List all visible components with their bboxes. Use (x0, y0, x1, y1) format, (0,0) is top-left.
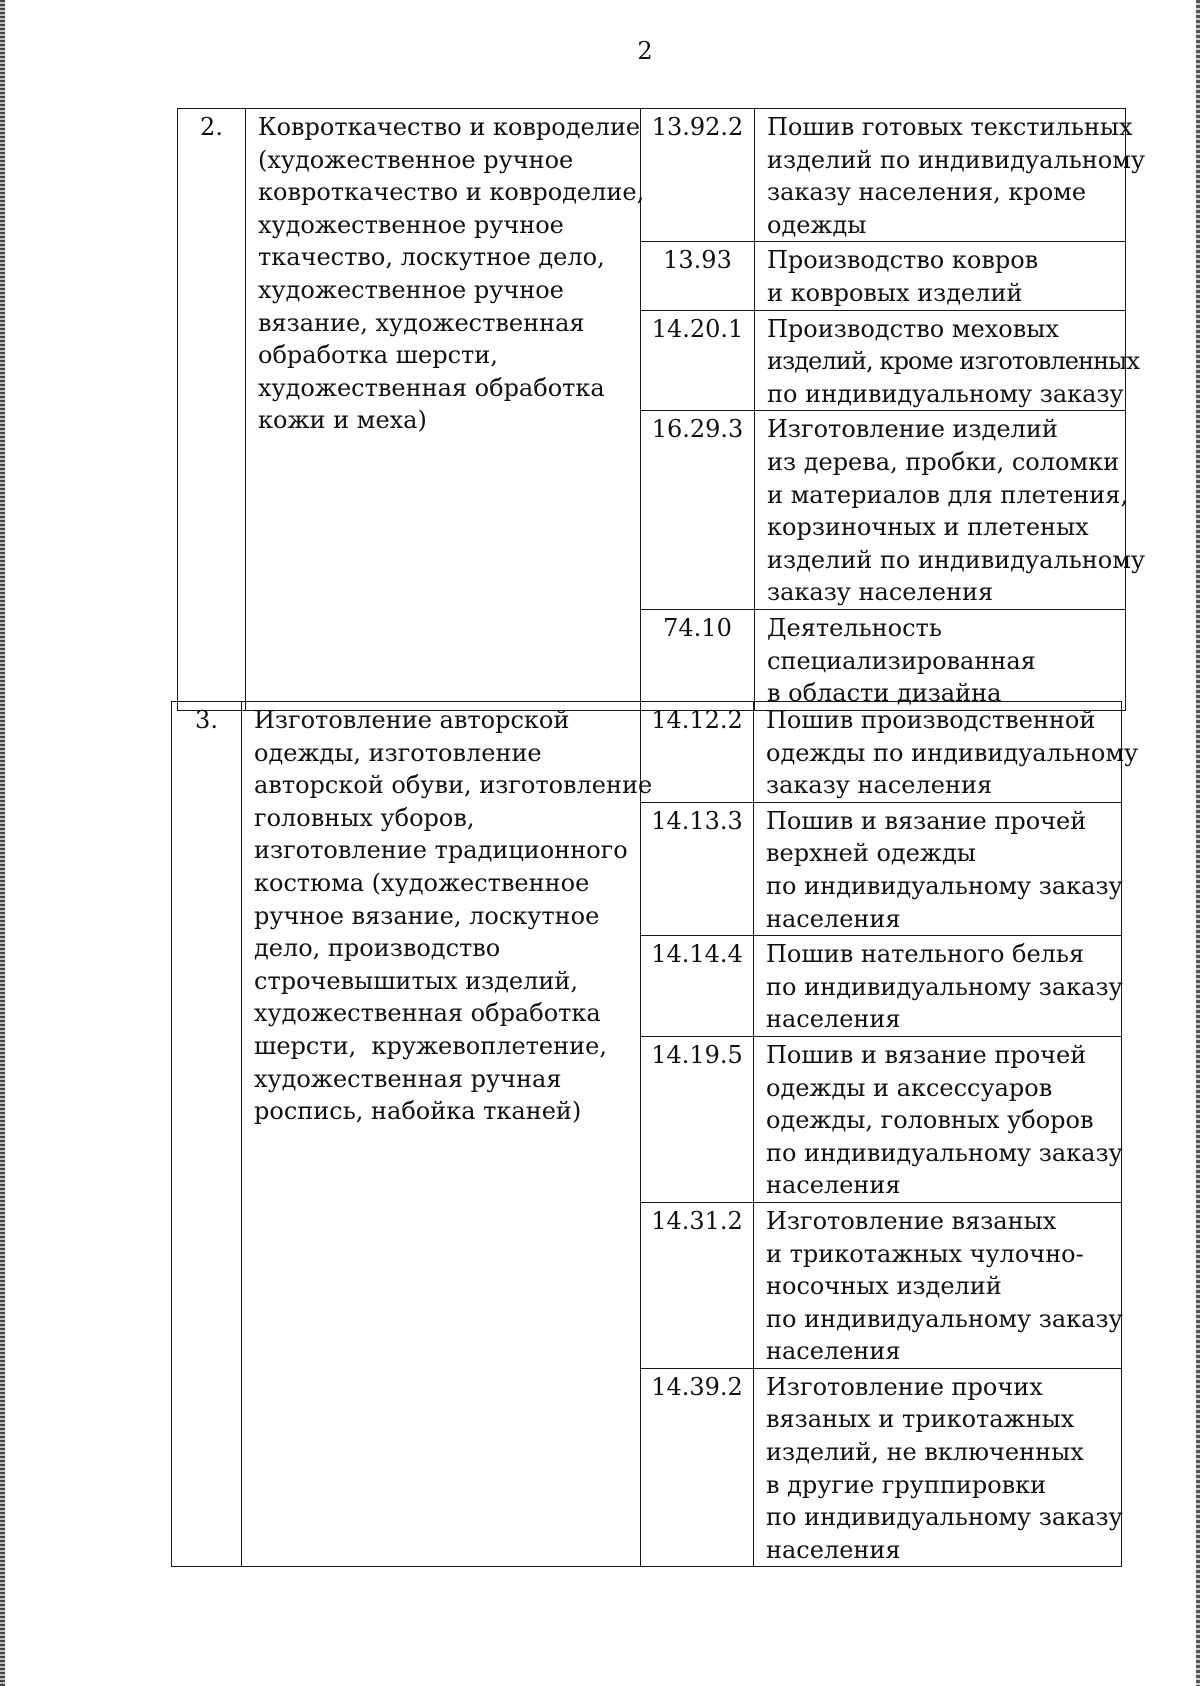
description-line: (художественное ручное (258, 145, 574, 174)
code-description-line: населения (766, 1005, 901, 1034)
code-description-line: носочных изделий (766, 1272, 1002, 1301)
code-description-line: одежды, головных уборов (766, 1106, 1094, 1135)
code-description (754, 1202, 1122, 1368)
description-line: головных уборов, (254, 803, 475, 832)
code-description-line: Изготовление вязаных (766, 1206, 1057, 1235)
code-description-line: одежды (767, 210, 867, 239)
code-description-line: Деятельность (767, 613, 942, 642)
code-description-line: изделий по индивидуальному (767, 545, 1146, 574)
page-number: 2 (637, 37, 653, 65)
code-description-line: изделий, не включенных (766, 1438, 1084, 1467)
description-line: художественное ручное (258, 210, 564, 239)
code-description-line: населения (766, 1535, 901, 1564)
code-description-line: Пошив и вязание прочей (766, 1040, 1087, 1069)
okved-code: 14.12.2 (641, 702, 754, 803)
code-description-line: из дерева, пробки, соломки (767, 447, 1120, 476)
code-description-line: корзиночных и плетеных (767, 513, 1089, 542)
code-description-line: изделий по индивидуальному (767, 145, 1146, 174)
description-line: Ковроткачество и ковроделие (258, 113, 641, 141)
code-description (754, 1036, 1122, 1202)
description-line: шерсти, кружевоплетение, (254, 1031, 607, 1060)
code-description-line: Пошив готовых текстильных (767, 113, 1133, 141)
activity-description (246, 109, 645, 711)
code-description (754, 1368, 1122, 1567)
description-line: дело, производство (254, 934, 501, 963)
okved-code: 14.13.3 (641, 802, 754, 935)
code-description-line: заказу населения, кроме (767, 178, 1087, 207)
description-line: ткачество, лоскутное дело, (258, 243, 605, 272)
code-description-line: заказу населения (766, 771, 993, 800)
code-description-line: в другие группировки (766, 1470, 1047, 1499)
okved-code: 14.39.2 (641, 1368, 754, 1567)
description-line: художественная обработка (258, 373, 605, 402)
code-description-line: и ковровых изделий (767, 278, 1023, 307)
code-description-line: Пошив нательного белья (766, 940, 1085, 969)
code-description-line: по индивидуальному заказу (766, 972, 1123, 1001)
description-line: роспись, набойка тканей) (254, 1097, 582, 1126)
description-line: вязание, художественная (258, 308, 585, 337)
description-line: изготовление традиционного (254, 836, 628, 865)
code-description-line: по индивидуальному заказу (766, 1138, 1123, 1167)
code-description-line: Пошив и вязание прочей (766, 806, 1087, 835)
description-line: художественная ручная (254, 1064, 562, 1093)
activities-table-row-3 (171, 701, 1139, 1567)
code-description-line: Пошив производственной (766, 706, 1096, 734)
code-description (754, 802, 1122, 935)
code-description-line: по индивидуальному заказу (766, 1304, 1123, 1333)
description-line: художественное ручное (258, 275, 564, 304)
code-description-line: по индивидуальному заказу (766, 1503, 1123, 1532)
code-description-line: верхней одежды (766, 839, 976, 868)
okved-code: 14.20.1 (641, 310, 755, 411)
code-description-line: и материалов для плетения, (767, 480, 1129, 509)
description-line: обработка шерсти, (258, 341, 498, 370)
code-description (755, 242, 1126, 310)
description-line: авторской обуви, изготовление (254, 771, 653, 800)
code-description-line: населения (766, 1337, 901, 1366)
code-description-line: населения (766, 1171, 901, 1200)
scan-edge-right (1196, 0, 1200, 1686)
description-line: костюма (художественное (254, 868, 590, 897)
okved-code: 13.92.2 (641, 109, 755, 242)
code-description (755, 310, 1140, 411)
activities-table-row-2 (177, 108, 1146, 711)
code-description-line: в области дизайна (767, 679, 1002, 708)
description-line: ручное вязание, лоскутное (254, 901, 600, 930)
scan-edge-left (0, 0, 5, 1686)
okved-code: 14.14.4 (641, 936, 754, 1037)
description-line: кожи и меха) (258, 406, 427, 435)
code-description (755, 411, 1146, 610)
code-description-line: заказу населения (767, 578, 994, 607)
code-description-line: одежды по индивидуальному (766, 738, 1139, 767)
code-description-line: Изготовление изделий (767, 415, 1058, 444)
code-description (755, 609, 1126, 710)
okved-code: 13.93 (641, 242, 755, 310)
row-number: 2. (178, 109, 246, 711)
code-description (755, 109, 1146, 242)
code-description-line: специализированная (767, 646, 1036, 675)
code-description-line: и трикотажных чулочно- (766, 1239, 1084, 1268)
okved-code: 16.29.3 (641, 411, 755, 610)
activity-description (242, 702, 653, 1567)
code-description (754, 702, 1139, 803)
row-number: 3. (172, 702, 242, 1567)
description-line: ковроткачество и ковроделие, (258, 178, 645, 207)
code-description-line: по индивидуальному заказу (766, 871, 1123, 900)
okved-code: 14.31.2 (641, 1202, 754, 1368)
code-description-line: Производство ковров (767, 246, 1039, 275)
description-line: одежды, изготовление (254, 738, 542, 767)
okved-code: 74.10 (641, 609, 755, 710)
code-description-line: Производство меховых (767, 314, 1059, 343)
description-line: художественная обработка (254, 999, 601, 1028)
code-description (754, 936, 1122, 1037)
okved-code: 14.19.5 (641, 1036, 754, 1202)
code-description-line: вязаных и трикотажных (766, 1405, 1075, 1434)
code-description-line: изделий, кроме изготовленных (767, 347, 1140, 376)
code-description-line: одежды и аксессуаров (766, 1073, 1053, 1102)
description-line: Изготовление авторской (254, 706, 570, 734)
code-description-line: Изготовление прочих (766, 1372, 1043, 1401)
code-description-line: по индивидуальному заказу (767, 379, 1124, 408)
description-line: строчевышитых изделий, (254, 966, 578, 995)
code-description-line: населения (766, 904, 901, 933)
